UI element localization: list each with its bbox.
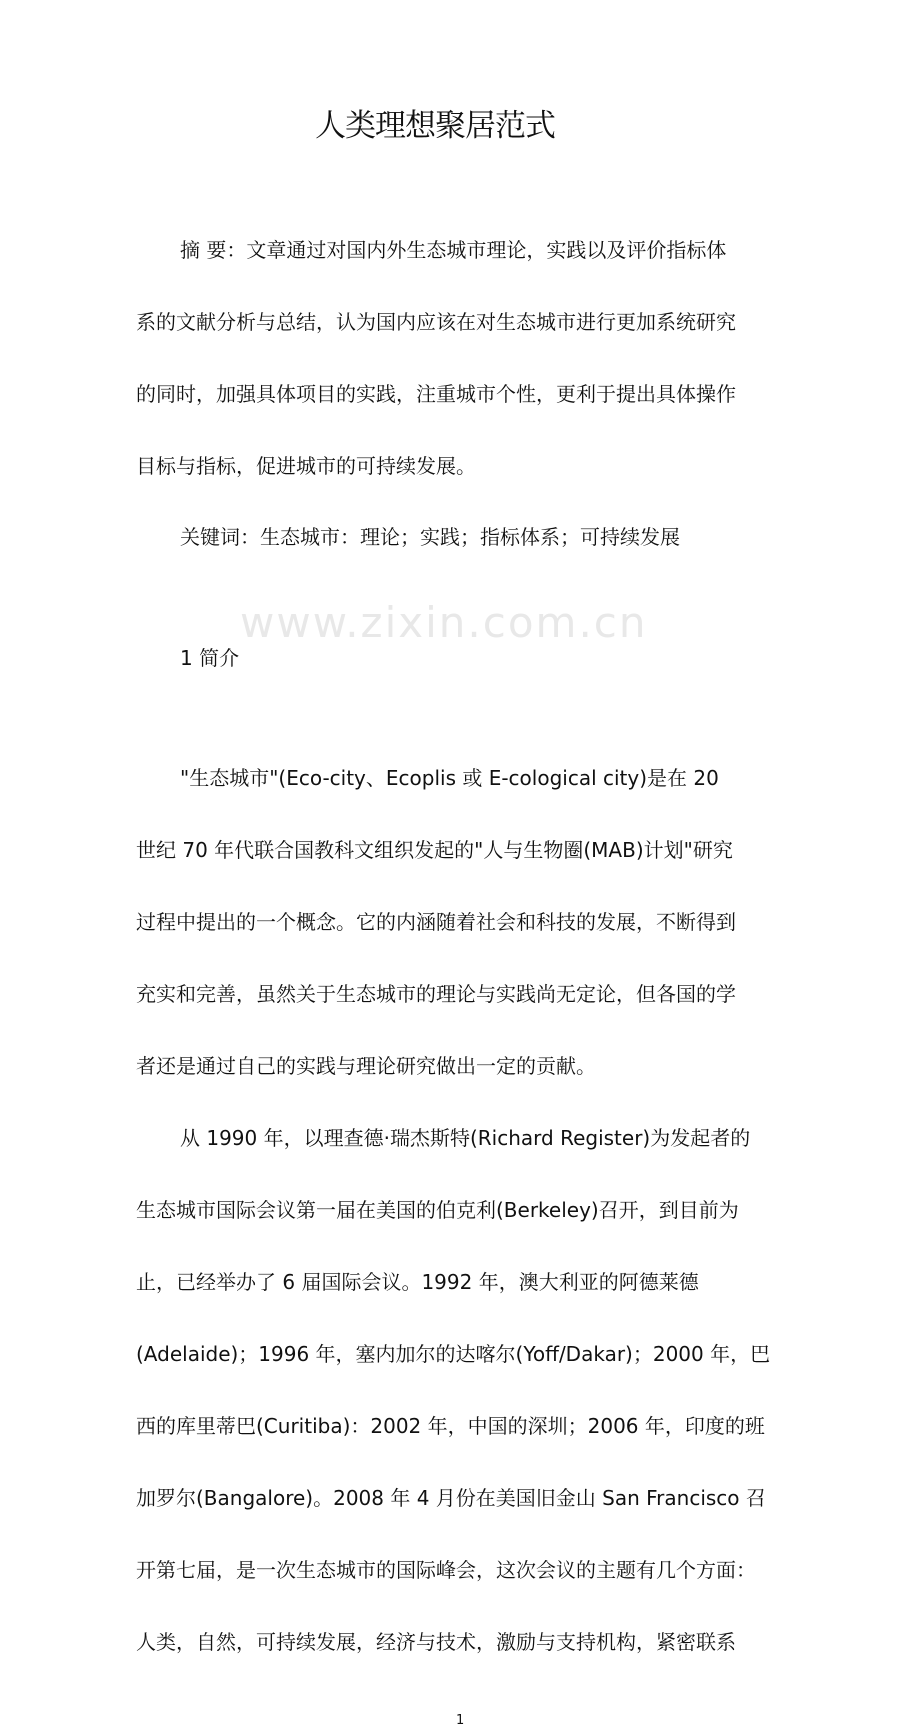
paragraph-line: "生态城市"(Eco-city、Ecoplis 或 E-cological city)是在 20 bbox=[180, 766, 719, 790]
section-heading: 1 简介 bbox=[180, 646, 240, 670]
paragraph-line: 人类，自然，可持续发展，经济与技术，激励与支持机构，紧密联系 bbox=[136, 1630, 736, 1654]
paragraph-line: 充实和完善，虽然关于生态城市的理论与实践尚无定论，但各国的学 bbox=[136, 982, 736, 1006]
paragraph-line: 止，已经举办了 6 届国际会议。1992 年，澳大利亚的阿德莱德 bbox=[136, 1270, 699, 1294]
paragraph-line: 过程中提出的一个概念。它的内涵随着社会和科技的发展，不断得到 bbox=[136, 910, 736, 934]
keywords: 关键词：生态城市：理论；实践；指标体系；可持续发展 bbox=[180, 525, 680, 549]
watermark: www.zixin.com.cn bbox=[240, 598, 648, 647]
paragraph-line: 西的库里蒂巴(Curitiba)：2002 年，中国的深圳；2006 年，印度的班 bbox=[136, 1414, 765, 1438]
paragraph-line: (Adelaide)；1996 年，塞内加尔的达喀尔(Yoff/Dakar)；2000 年，巴 bbox=[136, 1342, 771, 1366]
paragraph-line: 加罗尔(Bangalore)。2008 年 4 月份在美国旧金山 San Francisco 召 bbox=[136, 1486, 766, 1510]
paragraph-line: 开第七届，是一次生态城市的国际峰会，这次会议的主题有几个方面： bbox=[136, 1558, 756, 1582]
paragraph-line: 从 1990 年，以理查德·瑞杰斯特(Richard Register)为发起者的 bbox=[180, 1126, 751, 1150]
abstract-line: 的同时，加强具体项目的实践，注重城市个性，更利于提出具体操作 bbox=[136, 382, 736, 406]
abstract-line: 摘 要：文章通过对国内外生态城市理论，实践以及评价指标体 bbox=[180, 238, 727, 262]
paragraph-line: 世纪 70 年代联合国教科文组织发起的"人与生物圈(MAB)计划"研究 bbox=[136, 838, 733, 862]
paragraph-line: 生态城市国际会议第一届在美国的伯克利(Berkeley)召开，到目前为 bbox=[136, 1198, 739, 1222]
abstract-line: 目标与指标，促进城市的可持续发展。 bbox=[136, 454, 476, 478]
page-number: 1 bbox=[456, 1713, 465, 1728]
document-title: 人类理想聚居范式 bbox=[315, 108, 555, 144]
abstract-line: 系的文献分析与总结，认为国内应该在对生态城市进行更加系统研究 bbox=[136, 310, 736, 334]
paragraph-line: 者还是通过自己的实践与理论研究做出一定的贡献。 bbox=[136, 1054, 596, 1078]
